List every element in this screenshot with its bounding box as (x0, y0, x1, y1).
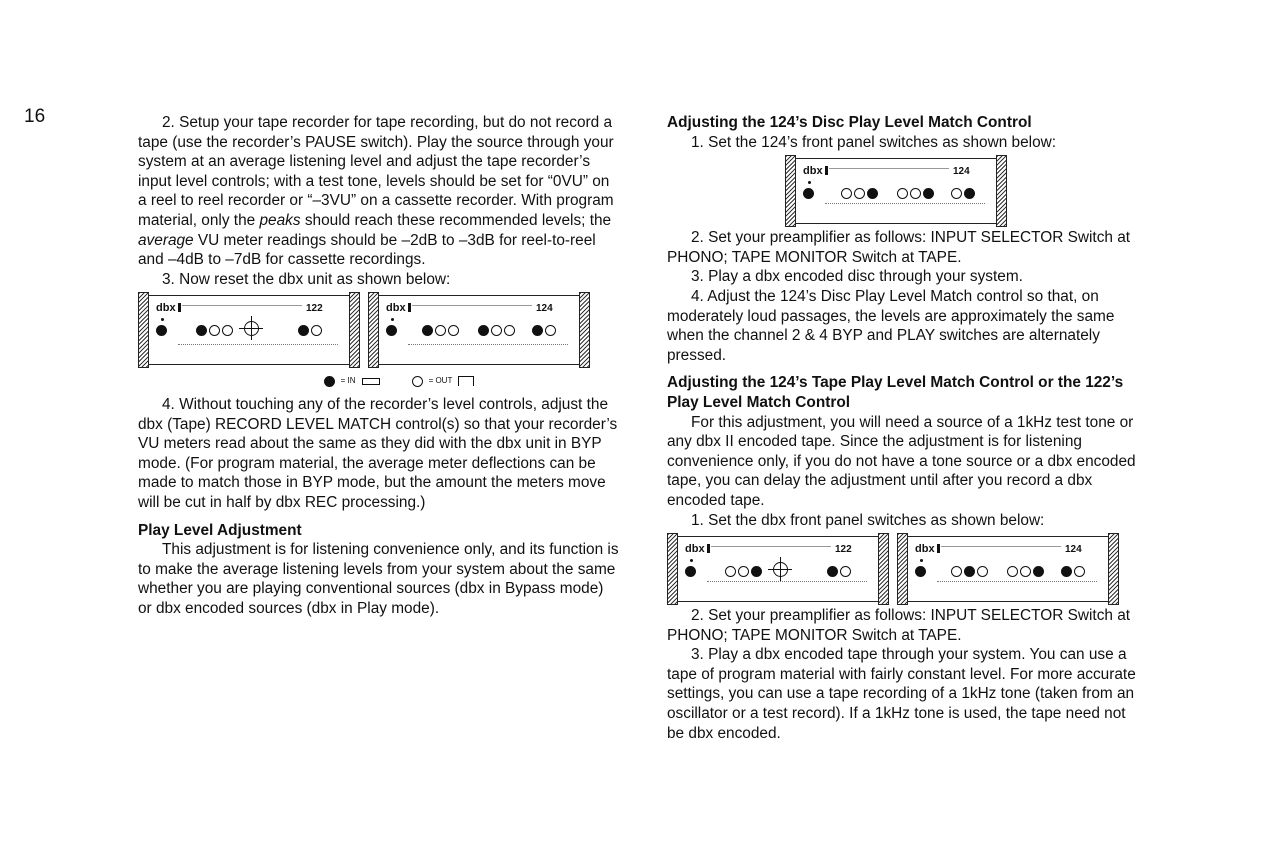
disc-diagram (667, 158, 1137, 224)
step-2-paragraph: 2. Setup your tape recorder for tape recording, but do not record a tape (use the recorder’s PAUSE switch). Play the source through your system at an average listening level and adjust the tape recorder’s input level controls; with a test tone, levels should be set for “0VU” on a reel to reel recorder or “–3VU” on a cassette recorder. With program material, only the peaks should reach these recommended levels; the average VU meter readings should be –2dB to –3dB for reel-to-reel and –4dB to –7dB for cassette recordings. (138, 114, 614, 269)
panel-brand: dbx (915, 540, 940, 560)
panel-brand: dbx (803, 162, 828, 182)
tape-step-1: 1. Set the dbx front panel switches as shown below: (691, 511, 1045, 529)
heading-disc-play: Adjusting the 124’s Disc Play Level Match Control (667, 114, 1032, 131)
dbx-122-panel (667, 536, 889, 602)
switch-legend (138, 371, 620, 391)
switch-in-icon (964, 188, 975, 199)
legend-in-label: = IN (340, 376, 356, 386)
switch-in-icon (964, 566, 975, 577)
switch-in-icon (532, 325, 543, 336)
switch-out-icon (222, 325, 233, 336)
button-in-icon (362, 378, 380, 385)
switch-out-icon (435, 325, 446, 336)
disc-step-3: 3. Play a dbx encoded disc through your system. (691, 268, 1023, 286)
power-button (685, 566, 696, 577)
switch-out-icon (854, 188, 865, 199)
tape-diagram (667, 536, 1137, 602)
switch-out-icon (448, 325, 459, 336)
disc-step-2: 2. Set your preamplifier as follows: INPUT SELECTOR Switch at PHONO; TAPE MONITOR Switch at TAPE. (667, 229, 1131, 266)
switch-in-icon (422, 325, 433, 336)
panel-model: 122 (306, 303, 323, 315)
dbx-124-panel (785, 158, 1007, 224)
heading-play-level: Play Level Adjustment (138, 521, 302, 539)
power-button (156, 325, 167, 336)
level-knob-icon (773, 562, 788, 577)
dbx-124-panel (368, 295, 590, 365)
switch-out-icon (897, 188, 908, 199)
switch-out-icon (209, 325, 220, 336)
switch-in-icon (867, 188, 878, 199)
dbx-124-panel (897, 536, 1119, 602)
panel-model: 124 (953, 166, 970, 178)
reset-diagram (138, 295, 620, 391)
dbx-122-panel (138, 295, 360, 365)
switch-out-icon (738, 566, 749, 577)
page-number: 16 (24, 106, 46, 127)
switch-in-icon (827, 566, 838, 577)
play-level-paragraph: This adjustment is for listening convenience only, and its function is to make the average listening levels from your system about the same whether you are playing conventional sources (dbx in Bypass mode) or dbx encoded sources (dbx in Play mode). (138, 541, 619, 617)
disc-step-1: 1. Set the 124’s front panel switches as shown below: (691, 133, 1057, 151)
panel-brand: dbx (156, 299, 181, 319)
switch-out-icon (840, 566, 851, 577)
level-knob-icon (244, 321, 259, 336)
switch-in-icon (751, 566, 762, 577)
left-column (138, 113, 620, 618)
switch-out-icon (1007, 566, 1018, 577)
legend-out-label: = OUT (428, 376, 453, 386)
panel-brand: dbx (386, 299, 411, 319)
switch-out-icon (910, 188, 921, 199)
power-button (803, 188, 814, 199)
right-column (667, 113, 1137, 743)
tape-intro: For this adjustment, you will need a source of a 1kHz test tone or any dbx II encoded tape. Since the adjustment is for listening convenience only, if you do not have a tone source or a dbx encoded tape, you can delay the adjustment until after you record a dbx encoded tape. (667, 413, 1136, 509)
switch-out-icon (1020, 566, 1031, 577)
switch-out-icon (491, 325, 502, 336)
open-dot-icon (412, 376, 423, 387)
switch-in-icon (923, 188, 934, 199)
switch-in-icon (1033, 566, 1044, 577)
panel-brand: dbx (685, 540, 710, 560)
power-led-icon (161, 318, 164, 321)
tape-step-2: 2. Set your preamplifier as follows: INPUT SELECTOR Switch at PHONO; TAPE MONITOR Switch at TAPE. (667, 607, 1131, 644)
switch-in-icon (196, 325, 207, 336)
panel-model: 124 (1065, 544, 1082, 556)
switch-in-icon (478, 325, 489, 336)
power-button (386, 325, 397, 336)
switch-in-icon (298, 325, 309, 336)
switch-out-icon (1074, 566, 1085, 577)
switch-out-icon (545, 325, 556, 336)
power-led-icon (391, 318, 394, 321)
step-4-paragraph: 4. Without touching any of the recorder’s level controls, adjust the dbx (Tape) RECORD LEVEL MATCH control(s) so that your recorder’s VU meters read about the same as they did with the dbx unit in BYP mode. (For program material, the average meter deflections can be made to match those in BYP mode, but the amount the meters move will be cut in half by dbx REC processing.) (138, 395, 618, 511)
switch-out-icon (725, 566, 736, 577)
button-out-icon (458, 376, 474, 386)
switch-out-icon (841, 188, 852, 199)
panel-model: 122 (835, 544, 852, 556)
power-led-icon (690, 559, 693, 562)
step-3-paragraph: 3. Now reset the dbx unit as shown below: (162, 270, 451, 288)
power-led-icon (808, 181, 811, 184)
switch-out-icon (951, 188, 962, 199)
switch-in-icon (1061, 566, 1072, 577)
tape-step-3: 3. Play a dbx encoded tape through your system. You can use a tape of program material with fairly constant level. For more accurate settings, you can use a tape recording of a 1kHz tone (taken from an oscillator or a test record). If a 1kHz tone is used, the tape need not be dbx encoded. (667, 646, 1136, 742)
switch-out-icon (951, 566, 962, 577)
switch-out-icon (977, 566, 988, 577)
heading-tape-play: Adjusting the 124’s Tape Play Level Match Control or the 122’s Play Level Match Control (667, 374, 1124, 411)
switch-out-icon (311, 325, 322, 336)
switch-out-icon (504, 325, 515, 336)
power-button (915, 566, 926, 577)
panel-model: 124 (536, 303, 553, 315)
filled-dot-icon (324, 376, 335, 387)
power-led-icon (920, 559, 923, 562)
disc-step-4: 4. Adjust the 124’s Disc Play Level Match control so that, on moderately loud passages, the levels are approximately the same when the channel 2 & 4 BYP and PLAY switches are alternately pressed. (667, 287, 1115, 364)
